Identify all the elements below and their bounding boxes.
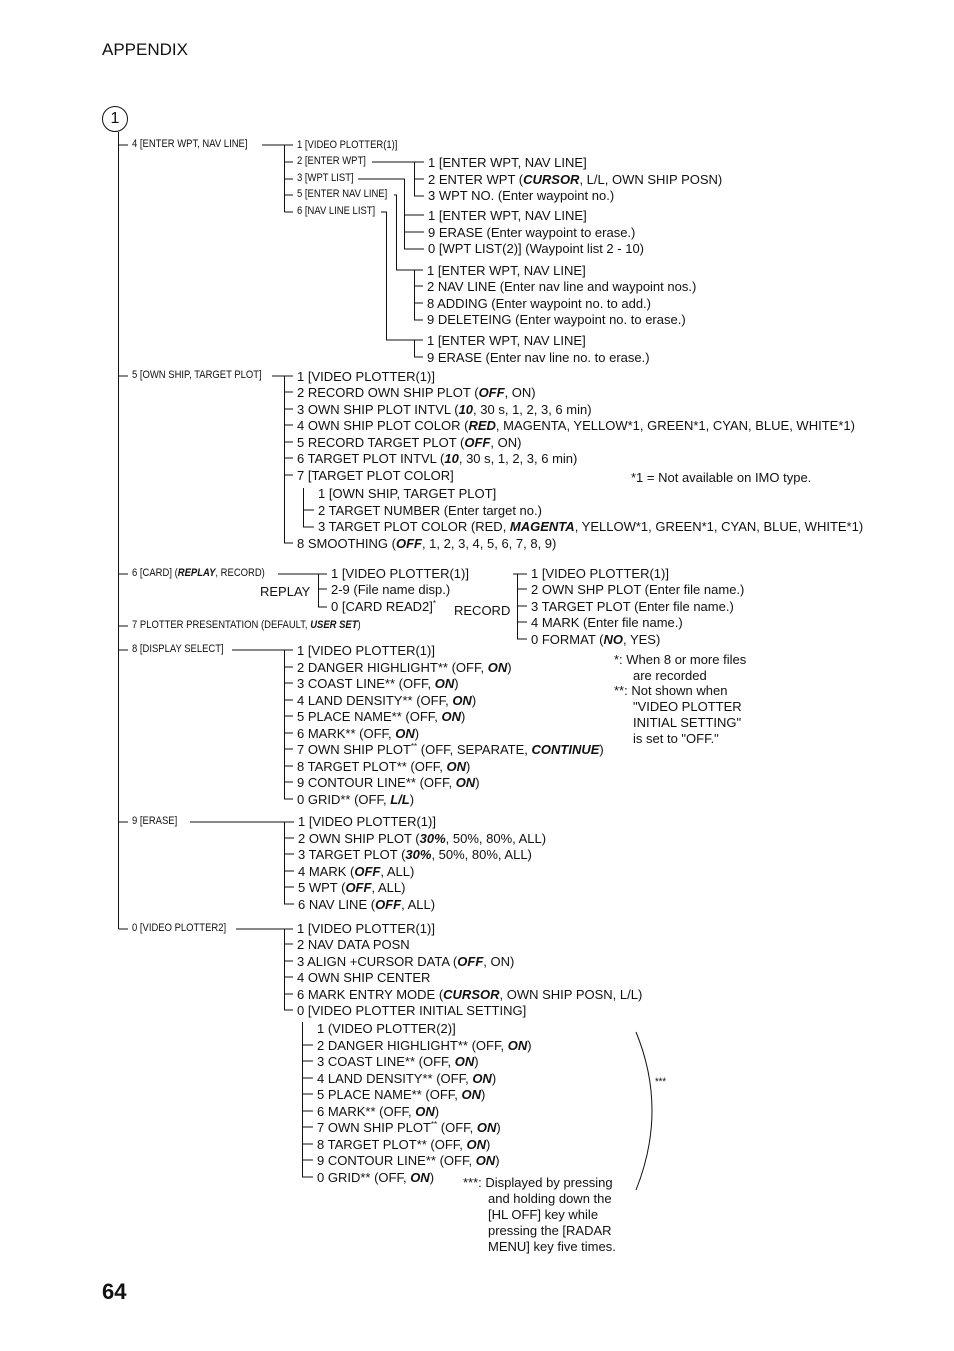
menu-item-text: MAGENTA xyxy=(509,519,575,534)
menu-item-k3 xyxy=(297,955,514,968)
menu-item-text: 9 CONTOUR LINE** (OFF, xyxy=(317,1153,476,1168)
menu-item-l9 xyxy=(317,1154,500,1167)
menu-item-l4 xyxy=(317,1072,496,1085)
menu-item-text: ** xyxy=(430,1120,438,1129)
menu-item-i8 xyxy=(297,760,470,773)
menu-item-e8 xyxy=(297,537,556,550)
menu-item-text: ON xyxy=(466,1137,487,1152)
menu-item-text: ON xyxy=(441,709,461,724)
menu-item-enter_nav: 5 [ENTER NAV LINE] xyxy=(297,188,388,200)
menu-item-a1: 1 [ENTER WPT, NAV LINE] xyxy=(428,155,587,170)
menu-item-text: ) xyxy=(486,1137,491,1152)
menu-item-own_ship: 5 [OWN SHIP, TARGET PLOT] xyxy=(132,369,262,381)
menu-item-text: 6 MARK** (OFF, xyxy=(297,726,396,741)
menu-item-text: 6 [CARD] ( xyxy=(132,567,178,579)
menu-item-text: OFF xyxy=(478,385,505,400)
menu-item-text: ) xyxy=(474,1054,479,1069)
section-marker: 1 xyxy=(102,106,128,132)
menu-item-l3 xyxy=(317,1055,479,1068)
menu-item-text: ) xyxy=(460,709,466,724)
menu-item-replay: REPLAY xyxy=(260,584,311,599)
menu-item-j6 xyxy=(298,898,435,911)
menu-item-text: , 50%, 80%, ALL) xyxy=(445,831,547,846)
menu-item-text: ) xyxy=(480,1087,486,1102)
menu-item-n3a: ***: Displayed by pressing xyxy=(463,1175,613,1190)
menu-item-text: CONTINUE xyxy=(531,742,600,757)
menu-item-text: 6 TARGET PLOT INTVL ( xyxy=(297,451,445,466)
menu-item-i0 xyxy=(297,793,414,806)
menu-item-text: ) xyxy=(496,1120,501,1135)
menu-item-l7 xyxy=(317,1121,501,1134)
menu-item-k5 xyxy=(297,988,642,1001)
menu-item-text: 8 SMOOTHING ( xyxy=(297,536,396,551)
menu-item-enter_wpt2: 2 [ENTER WPT] xyxy=(297,155,366,167)
menu-item-record: RECORD xyxy=(454,603,511,618)
menu-item-text: ) xyxy=(471,693,477,708)
menu-item-i7 xyxy=(297,743,604,756)
menu-item-text: 3 TARGET PLOT ( xyxy=(298,847,406,862)
menu-item-h2: 2 OWN SHP PLOT (Enter file name.) xyxy=(531,582,745,597)
menu-item-text: ) xyxy=(495,1153,500,1168)
menu-item-text: 5 PLACE NAME** (OFF, xyxy=(317,1087,462,1102)
menu-item-text: ) xyxy=(357,619,361,631)
menu-item-text: (OFF, SEPARATE, xyxy=(417,742,532,757)
menu-item-text: OFF xyxy=(395,536,422,551)
menu-item-text: , ALL) xyxy=(380,864,415,879)
menu-item-h3: 3 TARGET PLOT (Enter file name.) xyxy=(531,599,734,614)
menu-item-text: OFF xyxy=(464,435,491,450)
menu-item-n1a: *: When 8 or more files xyxy=(614,652,747,667)
menu-item-f3 xyxy=(318,520,863,533)
menu-item-g3 xyxy=(331,600,436,613)
menu-item-note1: *1 = Not available on IMO type. xyxy=(631,470,812,485)
menu-item-c2: 2 NAV LINE (Enter nav line and waypoint nos.) xyxy=(427,279,697,294)
menu-item-text: ON xyxy=(507,1038,528,1053)
menu-item-display: 8 [DISPLAY SELECT] xyxy=(132,643,224,655)
menu-item-text: , ON) xyxy=(504,385,536,400)
menu-item-text: ON xyxy=(446,759,467,774)
menu-item-h1: 1 [VIDEO PLOTTER(1)] xyxy=(531,566,669,581)
menu-item-h5 xyxy=(531,633,660,646)
menu-item-i5 xyxy=(297,710,465,723)
menu-item-text: 7 OWN SHIP PLOT xyxy=(317,1120,431,1135)
menu-item-text: ON xyxy=(415,1104,435,1119)
menu-item-c3: 8 ADDING (Enter waypoint no. to add.) xyxy=(427,296,651,311)
menu-item-text: , 30 s, 1, 2, 3, 6 min) xyxy=(458,451,578,466)
menu-item-i9 xyxy=(297,776,480,789)
menu-item-text: 2 ENTER WPT ( xyxy=(428,172,524,187)
menu-item-text: ) xyxy=(454,676,459,691)
menu-item-text: ON xyxy=(452,693,472,708)
menu-item-g1: 1 [VIDEO PLOTTER(1)] xyxy=(331,566,469,581)
menu-item-h4: 4 MARK (Enter file name.) xyxy=(531,615,683,630)
menu-item-k6: 0 [VIDEO PLOTTER INITIAL SETTING] xyxy=(297,1003,527,1018)
menu-item-text: ) xyxy=(507,660,512,675)
menu-item-b2: 9 ERASE (Enter waypoint to erase.) xyxy=(428,225,636,240)
menu-item-text: 9 CONTOUR LINE** (OFF, xyxy=(297,775,456,790)
menu-item-text: ) xyxy=(429,1170,435,1185)
menu-item-f2: 2 TARGET NUMBER (Enter target no.) xyxy=(318,503,542,518)
menu-item-text: OFF xyxy=(354,864,381,879)
menu-item-text: ON xyxy=(487,660,508,675)
menu-item-g2: 2-9 (File name disp.) xyxy=(331,582,451,597)
menu-item-text: 4 MARK ( xyxy=(298,864,355,879)
menu-item-i1: 1 [VIDEO PLOTTER(1)] xyxy=(297,643,435,658)
menu-item-vp2: 0 [VIDEO PLOTTER2] xyxy=(132,922,227,934)
menu-item-k4: 4 OWN SHIP CENTER xyxy=(297,970,431,985)
menu-item-a2 xyxy=(428,173,722,186)
menu-item-text: ) xyxy=(491,1071,497,1086)
menu-item-text: , MAGENTA, YELLOW*1, GREEN*1, CYAN, BLUE, WHITE*1) xyxy=(495,418,855,433)
menu-item-text: L/L xyxy=(390,792,410,807)
menu-item-text: NO xyxy=(603,632,623,647)
menu-item-text: 2 RECORD OWN SHIP PLOT ( xyxy=(297,385,479,400)
menu-item-text: 0 GRID** (OFF, xyxy=(317,1170,411,1185)
menu-item-wpt_list: 3 [WPT LIST] xyxy=(297,172,354,184)
menu-item-text: 5 RECORD TARGET PLOT ( xyxy=(297,435,465,450)
menu-item-erase: 9 [ERASE] xyxy=(132,815,178,827)
menu-item-text: 2 OWN SHIP PLOT ( xyxy=(298,831,420,846)
menu-item-text: ) xyxy=(466,759,471,774)
menu-item-text: ON xyxy=(472,1071,492,1086)
menu-item-text: RED xyxy=(468,418,496,433)
menu-item-text: , OWN SHIP POSN, L/L) xyxy=(499,987,643,1002)
menu-item-l6 xyxy=(317,1105,439,1118)
menu-item-e7: 7 [TARGET PLOT COLOR] xyxy=(297,468,454,483)
menu-item-n2c: INITIAL SETTING" xyxy=(633,715,742,730)
menu-item-text: ON xyxy=(461,1087,481,1102)
menu-item-text: ON xyxy=(395,726,415,741)
menu-item-text: 4 OWN SHIP PLOT COLOR ( xyxy=(297,418,469,433)
menu-item-text: ON xyxy=(454,1054,475,1069)
menu-item-text: 8 TARGET PLOT** (OFF, xyxy=(297,759,447,774)
menu-item-text: CURSOR xyxy=(523,172,580,187)
menu-item-text: ) xyxy=(414,726,420,741)
menu-item-text: ) xyxy=(599,742,604,757)
menu-item-i4 xyxy=(297,694,476,707)
menu-item-text: (OFF, xyxy=(437,1120,477,1135)
menu-item-text: 0 GRID** (OFF, xyxy=(297,792,391,807)
menu-item-e3 xyxy=(297,403,592,416)
menu-item-text: 2 DANGER HIGHLIGHT** (OFF, xyxy=(317,1038,508,1053)
menu-item-star3: *** xyxy=(655,1076,667,1088)
menu-item-text: , 30 s, 1, 2, 3, 6 min) xyxy=(473,402,592,417)
menu-item-f1: 1 [OWN SHIP, TARGET PLOT] xyxy=(318,486,497,501)
menu-item-b3: 0 [WPT LIST(2)] (Waypoint list 2 - 10) xyxy=(428,241,644,256)
menu-item-text: USER SET xyxy=(310,619,358,631)
menu-item-d2: 9 ERASE (Enter nav line no. to erase.) xyxy=(427,350,650,365)
menu-item-e1: 1 [VIDEO PLOTTER(1)] xyxy=(297,369,435,384)
menu-item-i2 xyxy=(297,661,512,674)
menu-item-text: CURSOR xyxy=(443,987,500,1002)
menu-item-text: , ALL) xyxy=(401,897,436,912)
menu-item-text: OFF xyxy=(457,954,484,969)
menu-item-text: , YES) xyxy=(622,632,661,647)
menu-item-text: 7 PLOTTER PRESENTATION (DEFAULT, xyxy=(132,619,311,631)
menu-item-card xyxy=(132,568,265,579)
menu-item-text: , ON) xyxy=(483,954,515,969)
menu-item-e2 xyxy=(297,386,536,399)
menu-item-text: ) xyxy=(434,1104,440,1119)
menu-item-text: 6 MARK** (OFF, xyxy=(317,1104,416,1119)
menu-item-j5 xyxy=(298,881,405,894)
menu-item-text: REPLAY xyxy=(177,567,216,579)
menu-item-text: 10 xyxy=(458,402,474,417)
menu-item-b1: 1 [ENTER WPT, NAV LINE] xyxy=(428,208,587,223)
menu-item-i3 xyxy=(297,677,459,690)
page-header: APPENDIX xyxy=(102,40,188,59)
menu-item-n3b: and holding down the xyxy=(488,1191,612,1206)
menu-item-n3e: MENU] key five times. xyxy=(488,1239,616,1254)
menu-item-text: OFF xyxy=(375,897,402,912)
menu-item-text: 3 TARGET PLOT COLOR (RED, xyxy=(318,519,510,534)
menu-item-text: 7 OWN SHIP PLOT xyxy=(297,742,411,757)
menu-item-text: , 50%, 80%, ALL) xyxy=(431,847,532,862)
menu-item-n3d: pressing the [RADAR xyxy=(488,1223,612,1238)
menu-item-e5 xyxy=(297,436,521,449)
menu-item-k2: 2 NAV DATA POSN xyxy=(297,937,410,952)
menu-item-text: ** xyxy=(410,742,418,751)
menu-item-n3c: [HL OFF] key while xyxy=(488,1207,599,1222)
menu-item-text: 5 WPT ( xyxy=(298,880,346,895)
menu-item-l8 xyxy=(317,1138,490,1151)
menu-item-text: , YELLOW*1, GREEN*1, CYAN, BLUE, WHITE*1) xyxy=(574,519,864,534)
menu-item-text: 6 NAV LINE ( xyxy=(298,897,376,912)
menu-item-presentation xyxy=(132,620,361,631)
menu-item-l5 xyxy=(317,1088,485,1101)
menu-item-text: 4 LAND DENSITY** (OFF, xyxy=(317,1071,473,1086)
menu-item-text: ON xyxy=(410,1170,430,1185)
menu-item-text: ON xyxy=(475,1153,496,1168)
menu-item-text: 30% xyxy=(419,831,446,846)
menu-item-text: 0 FORMAT ( xyxy=(531,632,604,647)
menu-item-text: ON xyxy=(455,775,476,790)
menu-item-e4 xyxy=(297,419,855,432)
menu-item-c4: 9 DELETEING (Enter waypoint no. to erase.) xyxy=(427,312,686,327)
menu-item-text: ) xyxy=(475,775,480,790)
menu-item-i6 xyxy=(297,727,419,740)
menu-item-text: 10 xyxy=(444,451,459,466)
menu-item-n2b: "VIDEO PLOTTER xyxy=(633,699,742,714)
menu-item-j2 xyxy=(298,832,546,845)
menu-item-text: 6 MARK ENTRY MODE ( xyxy=(297,987,444,1002)
menu-item-text: , ALL) xyxy=(371,880,406,895)
menu-item-n1b: are recorded xyxy=(633,668,707,683)
menu-item-c1: 1 [ENTER WPT, NAV LINE] xyxy=(427,263,586,278)
menu-item-text: 2 DANGER HIGHLIGHT** (OFF, xyxy=(297,660,488,675)
menu-item-text: 3 ALIGN +CURSOR DATA ( xyxy=(297,954,458,969)
menu-item-text: , 1, 2, 3, 4, 5, 6, 7, 8, 9) xyxy=(421,536,557,551)
menu-item-text: 0 [CARD READ2] xyxy=(331,599,433,614)
menu-item-k1: 1 [VIDEO PLOTTER(1)] xyxy=(297,921,435,936)
menu-item-text: ) xyxy=(409,792,415,807)
menu-item-j4 xyxy=(298,865,414,878)
menu-item-l2 xyxy=(317,1039,532,1052)
menu-item-text: ON xyxy=(434,676,455,691)
menu-item-text: 3 COAST LINE** (OFF, xyxy=(297,676,435,691)
footnote-mark: * xyxy=(432,599,436,608)
menu-item-d1: 1 [ENTER WPT, NAV LINE] xyxy=(427,333,586,348)
menu-item-n2a: **: Not shown when xyxy=(614,683,728,698)
menu-item-a3: 3 WPT NO. (Enter waypoint no.) xyxy=(428,188,615,203)
menu-item-j3 xyxy=(298,848,532,861)
menu-item-l1: 1 (VIDEO PLOTTER(2)] xyxy=(317,1021,456,1036)
menu-item-e6 xyxy=(297,452,577,465)
menu-item-vp1: 1 [VIDEO PLOTTER(1)] xyxy=(297,139,398,151)
menu-item-text: 3 OWN SHIP PLOT INTVL ( xyxy=(297,402,459,417)
menu-item-text: OFF xyxy=(345,880,372,895)
page-number: 64 xyxy=(102,1279,127,1304)
menu-item-nav_list: 6 [NAV LINE LIST] xyxy=(297,205,376,217)
menu-item-text: , ON) xyxy=(490,435,522,450)
menu-item-text: 3 COAST LINE** (OFF, xyxy=(317,1054,455,1069)
menu-item-text: 8 TARGET PLOT** (OFF, xyxy=(317,1137,467,1152)
menu-item-text: , RECORD) xyxy=(215,567,265,579)
menu-item-text: , L/L, OWN SHIP POSN) xyxy=(579,172,723,187)
menu-item-text: 30% xyxy=(405,847,432,862)
menu-item-enter_wpt: 4 [ENTER WPT, NAV LINE] xyxy=(132,138,248,150)
menu-item-text: ) xyxy=(527,1038,532,1053)
menu-item-j1: 1 [VIDEO PLOTTER(1)] xyxy=(298,814,436,829)
menu-item-l0 xyxy=(317,1171,434,1184)
menu-item-text: ON xyxy=(476,1120,497,1135)
menu-item-text: 4 LAND DENSITY** (OFF, xyxy=(297,693,453,708)
menu-item-text: 5 PLACE NAME** (OFF, xyxy=(297,709,442,724)
menu-item-n2d: is set to "OFF." xyxy=(633,731,719,746)
